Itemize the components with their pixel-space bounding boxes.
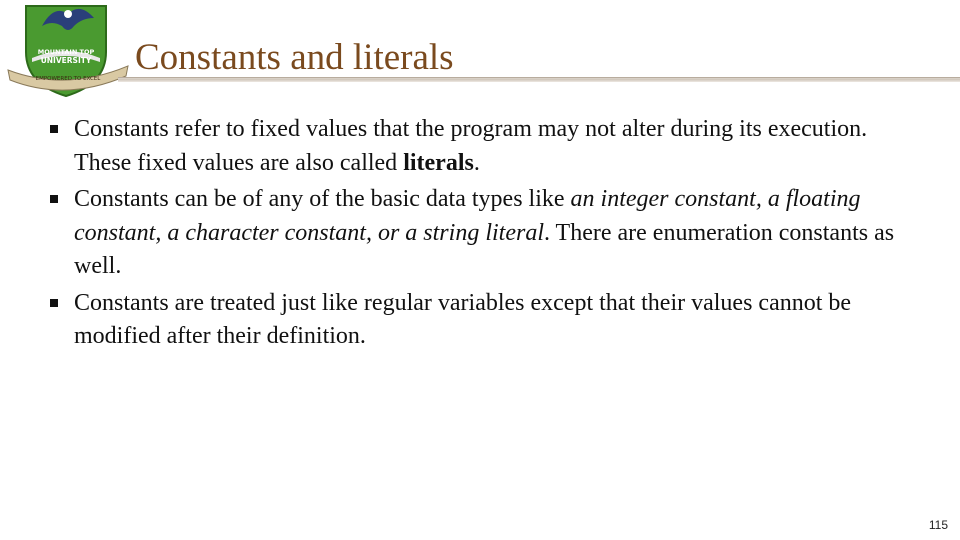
- logo-motto: EMPOWERED TO EXCEL: [35, 76, 101, 82]
- bullet-bold-term: literals: [403, 149, 474, 176]
- square-bullet-icon: [50, 195, 58, 203]
- square-bullet-icon: [50, 125, 58, 133]
- bullet-text-end: . There are enumeration constants as well.: [74, 219, 895, 279]
- university-logo: [2, 0, 134, 100]
- bullet-list: [48, 113, 928, 357]
- logo-text-bottom: UNIVERSITY: [40, 56, 92, 65]
- bullet-text: Constants are treated just like regular variables except that their values cannot be modified after their definition.: [74, 289, 852, 349]
- bullet-italic-phrase: an integer constant, a floating constant, a character constant, or a string literal: [74, 186, 861, 246]
- bullet-item: [48, 113, 928, 180]
- bullet-text-end: .: [473, 149, 480, 176]
- logo-text-top: MOUNTAIN TOP: [37, 48, 95, 56]
- page-number: 115: [928, 518, 948, 532]
- slide-title: Constants and literals: [135, 37, 454, 78]
- bullet-text: Constants refer to fixed values that the program may not alter during its execution. These fixed values are also called: [74, 116, 868, 176]
- bullet-item: [48, 183, 928, 284]
- square-bullet-icon: [50, 299, 58, 307]
- bullet-item: [48, 287, 928, 354]
- bullet-text: Constants can be of any of the basic data types like: [74, 186, 571, 212]
